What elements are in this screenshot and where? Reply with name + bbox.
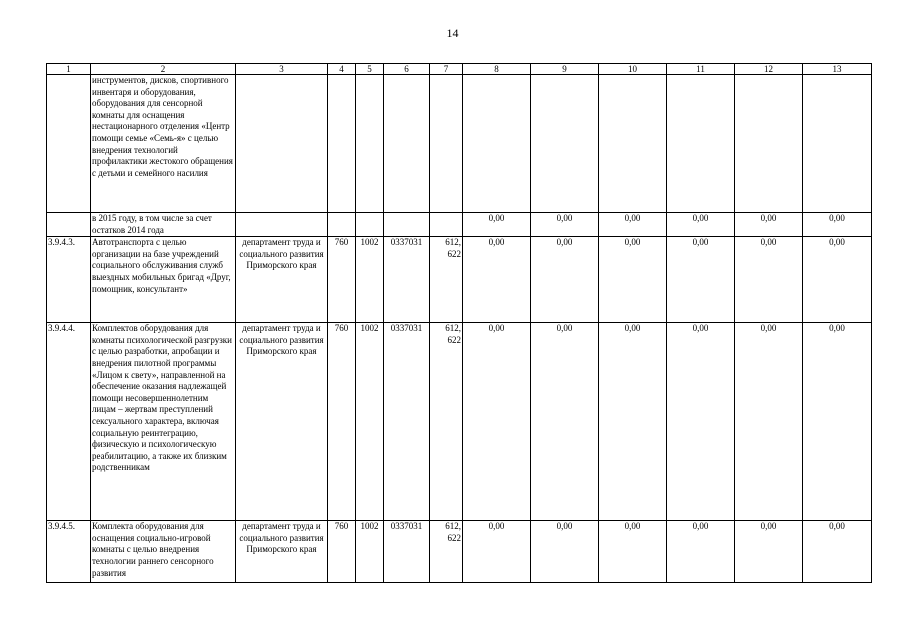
row-v8: 0,00 xyxy=(463,323,531,521)
row-v13: 0,00 xyxy=(803,213,872,237)
row-v11: 0,00 xyxy=(667,237,735,323)
row-v10: 0,00 xyxy=(599,213,667,237)
table-row xyxy=(47,323,872,521)
column-header: 3 xyxy=(236,64,328,75)
row-code: 3.9.4.3. xyxy=(47,237,91,323)
row-v9: 0,00 xyxy=(531,237,599,323)
row-c5: 1002 xyxy=(356,521,384,583)
column-header: 4 xyxy=(328,64,356,75)
column-header: 12 xyxy=(735,64,803,75)
row-executor xyxy=(236,75,328,213)
column-header: 7 xyxy=(430,64,463,75)
row-code xyxy=(47,75,91,213)
row-c4: 760 xyxy=(328,323,356,521)
row-v8 xyxy=(463,75,531,213)
row-c6 xyxy=(384,213,430,237)
row-v11: 0,00 xyxy=(667,213,735,237)
row-v13: 0,00 xyxy=(803,521,872,583)
row-c7: 612, 622 xyxy=(430,521,463,583)
row-v8: 0,00 xyxy=(463,521,531,583)
row-c4: 760 xyxy=(328,237,356,323)
row-c6: 0337031 xyxy=(384,237,430,323)
column-header: 6 xyxy=(384,64,430,75)
row-description: Комплектов оборудования для комнаты психологической разгрузки с целью разработки, апробации и внедрения пилотной программы «Лицом к свету», направленной на обеспечение оказания надлежащей помощи несовершеннолетним лицам – жертвам преступлений сексуального характера, включая социальную реинтеграцию, физическую и психологическую реабилитацию, а также их близким родственникам xyxy=(91,323,236,521)
row-c7: 612, 622 xyxy=(430,323,463,521)
budget-table xyxy=(46,63,872,583)
row-v13 xyxy=(803,75,872,213)
row-c7: 612, 622 xyxy=(430,237,463,323)
row-v8: 0,00 xyxy=(463,237,531,323)
column-header: 5 xyxy=(356,64,384,75)
row-c6: 0337031 xyxy=(384,323,430,521)
column-header: 11 xyxy=(667,64,735,75)
page-number: 14 xyxy=(446,26,459,40)
row-c5: 1002 xyxy=(356,237,384,323)
column-header: 13 xyxy=(803,64,872,75)
row-v12: 0,00 xyxy=(735,521,803,583)
column-header: 8 xyxy=(463,64,531,75)
row-c4 xyxy=(328,213,356,237)
row-v9 xyxy=(531,75,599,213)
row-v9: 0,00 xyxy=(531,213,599,237)
table-row xyxy=(47,213,872,237)
row-v10: 0,00 xyxy=(599,323,667,521)
row-code: 3.9.4.5. xyxy=(47,521,91,583)
row-c5 xyxy=(356,213,384,237)
row-v12: 0,00 xyxy=(735,213,803,237)
row-v9: 0,00 xyxy=(531,521,599,583)
row-c5 xyxy=(356,75,384,213)
column-header: 1 xyxy=(47,64,91,75)
row-executor xyxy=(236,213,328,237)
row-executor: департамент труда и социального развития Приморского края xyxy=(236,323,328,521)
row-v11: 0,00 xyxy=(667,521,735,583)
row-description: в 2015 году, в том числе за счет остатков 2014 года xyxy=(91,213,236,237)
column-number-row xyxy=(47,64,872,75)
table-row xyxy=(47,237,872,323)
row-code: 3.9.4.4. xyxy=(47,323,91,521)
row-c4 xyxy=(328,75,356,213)
column-header: 2 xyxy=(91,64,236,75)
column-header: 10 xyxy=(599,64,667,75)
row-c7 xyxy=(430,75,463,213)
row-v8: 0,00 xyxy=(463,213,531,237)
row-code xyxy=(47,213,91,237)
row-v13: 0,00 xyxy=(803,237,872,323)
row-description: Комплекта оборудования для оснащения социально-игровой комнаты с целью внедрения технологии раннего сенсорного развития xyxy=(91,521,236,583)
row-v12: 0,00 xyxy=(735,323,803,521)
row-v9: 0,00 xyxy=(531,323,599,521)
row-c5: 1002 xyxy=(356,323,384,521)
table-row xyxy=(47,521,872,583)
row-v12 xyxy=(735,75,803,213)
row-v10 xyxy=(599,75,667,213)
row-c6: 0337031 xyxy=(384,521,430,583)
row-c4: 760 xyxy=(328,521,356,583)
table-row xyxy=(47,75,872,213)
row-v10: 0,00 xyxy=(599,521,667,583)
row-c7 xyxy=(430,213,463,237)
row-c6 xyxy=(384,75,430,213)
column-header: 9 xyxy=(531,64,599,75)
row-executor: департамент труда и социального развития Приморского края xyxy=(236,237,328,323)
row-description: инструментов, дисков, спортивного инвентаря и оборудования, оборудования для сенсорной комнаты для оснащения нестационарного отделения «Центр помощи семье «Семь-я» с целью внедрения технологий профилактики жестокого обращения с детьми и семейного насилия xyxy=(91,75,236,213)
row-v10: 0,00 xyxy=(599,237,667,323)
row-v11: 0,00 xyxy=(667,323,735,521)
row-v12: 0,00 xyxy=(735,237,803,323)
row-v13: 0,00 xyxy=(803,323,872,521)
row-v11 xyxy=(667,75,735,213)
row-description: Автотранспорта с целью организации на базе учреждений социального обслуживания служб выездных мобильных бригад «Друг, помощник, консультант» xyxy=(91,237,236,323)
row-executor: департамент труда и социального развития Приморского края xyxy=(236,521,328,583)
